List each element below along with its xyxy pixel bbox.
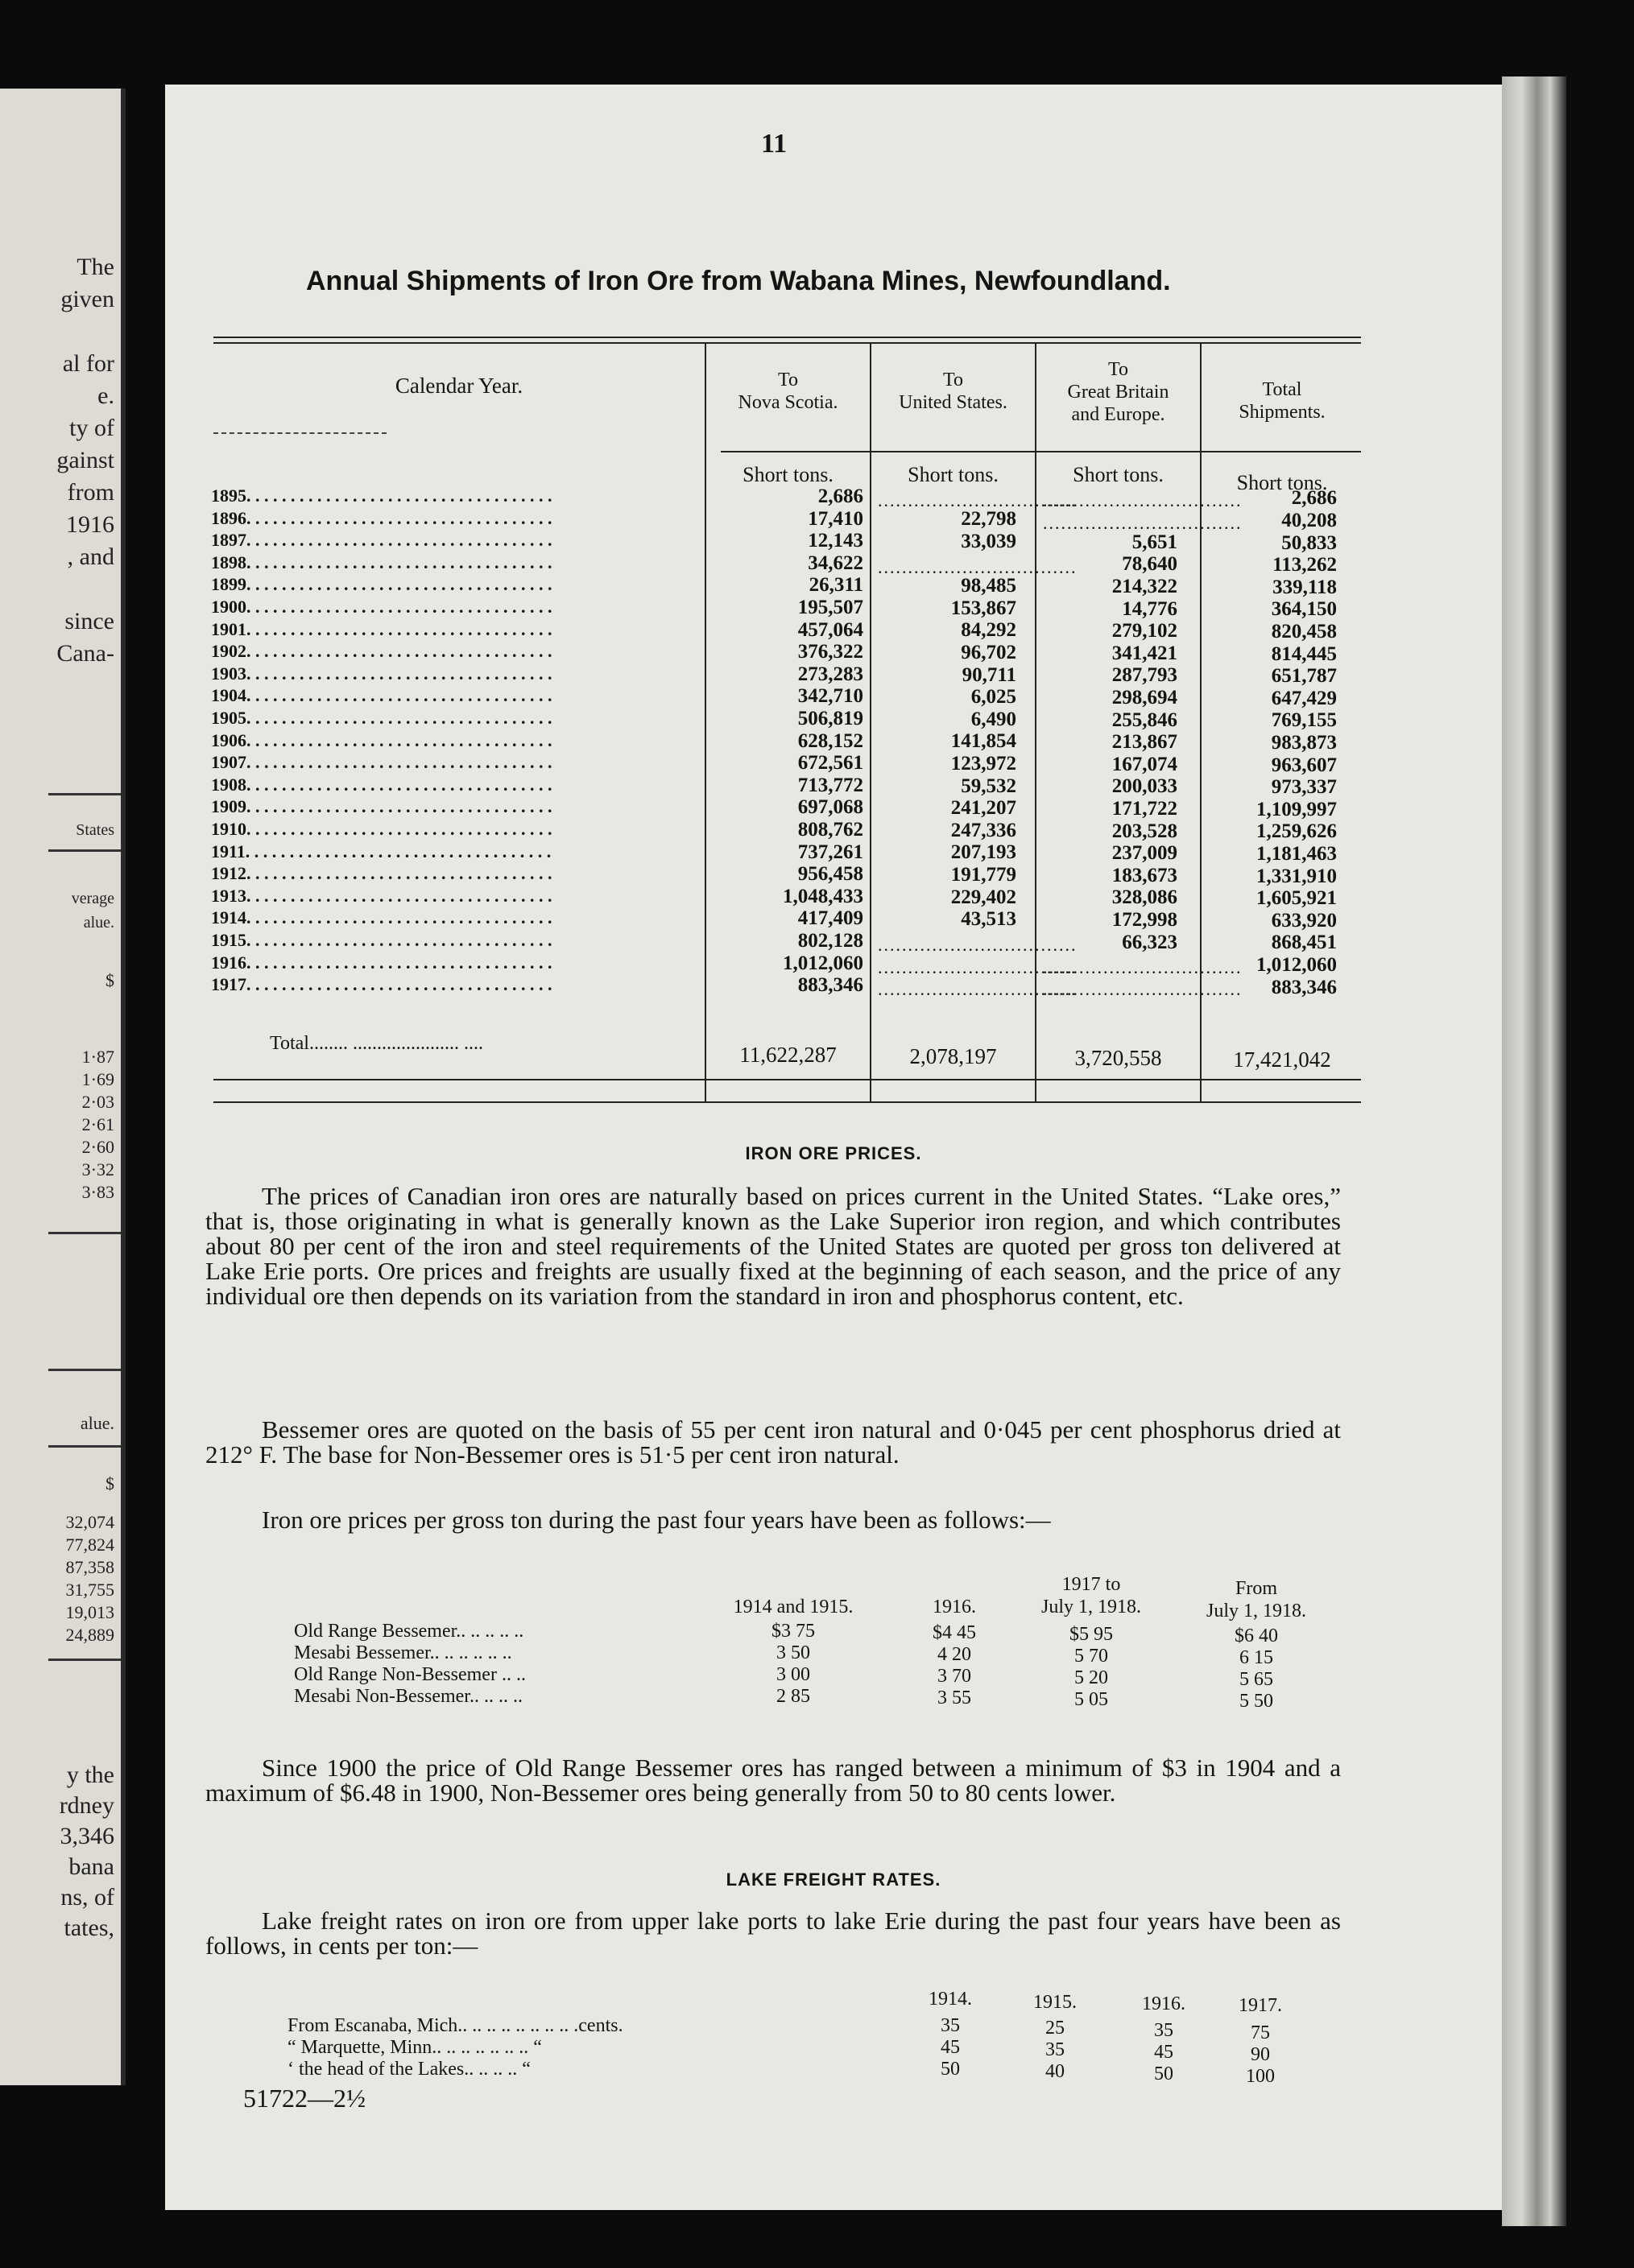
header-line: Great Britain	[1067, 382, 1169, 403]
table-row-year	[211, 619, 694, 640]
header-line: Total	[1262, 379, 1302, 400]
freight-cell: 75	[1251, 2022, 1270, 2043]
table-cell-total: 973,337	[1271, 776, 1337, 799]
left-page-text: 1·87	[81, 1047, 114, 1067]
left-page-text: 2·03	[81, 1092, 114, 1112]
left-page-text: since	[64, 608, 114, 634]
freight-row-label: ‘ the head of the Lakes.. .. .. .. “	[288, 2059, 531, 2080]
year-label: 1911	[211, 841, 246, 861]
table-cell-total: 40,208	[1281, 510, 1337, 531]
table-cell-ns: 1,048,433	[783, 885, 863, 907]
leader-dots: . . . . . . . . . . . . . . . . . . . . . . . . . . . . . . . . . . .	[245, 841, 552, 861]
left-page-text: 31,755	[65, 1580, 114, 1600]
left-page-text: 3·83	[81, 1182, 114, 1202]
year-label: 1899	[211, 574, 246, 595]
header-line: United States.	[899, 392, 1007, 413]
header-united-states	[871, 369, 1035, 414]
table-cell-gb: 214,322	[1111, 576, 1177, 597]
freight-cell: 50	[1154, 2064, 1173, 2084]
freight-cell: 35	[1154, 2020, 1173, 2041]
price-cell: 3 50	[776, 1642, 810, 1663]
header-line: To	[778, 370, 798, 390]
left-page-text: , and	[67, 543, 114, 570]
table-cell-total: 364,150	[1271, 598, 1337, 621]
table-cell-us: 6,490	[970, 708, 1016, 730]
price-row-label: Old Range Non-Bessemer .. ..	[294, 1664, 526, 1685]
table-cell-gb: 203,528	[1111, 820, 1177, 842]
table-cell-gb: 171,722	[1111, 798, 1177, 820]
table-cell-us: 241,207	[950, 797, 1016, 820]
table-cell-gb: 255,846	[1111, 708, 1177, 731]
summary-paragraph: Since 1900 the price of Old Range Bessemer ores has ranged between a minimum of $3 in 1904 and a maximum of $6.48 in 1900, Non-Bessemer ores being generally from 50 to 80 cents lower.	[205, 1754, 1341, 1807]
table-cell-total: 1,605,921	[1256, 887, 1337, 910]
freight-cell: 100	[1246, 2066, 1275, 2087]
price-cell: 5 20	[1074, 1667, 1108, 1688]
left-page-text: States	[76, 821, 114, 839]
leader-dots: . . . . . . . . . . . . . . . . . . . . . . . . . . . . . . . . . . .	[246, 930, 552, 950]
left-page-text: $	[105, 970, 114, 990]
table-cell-ns: 628,152	[797, 729, 863, 752]
freight-row-label: From Escanaba, Mich.. .. .. .. .. .. .. .. .cents.	[288, 2015, 623, 2036]
year-label: 1913	[211, 885, 246, 906]
table-cell-gb: 298,694	[1111, 687, 1177, 708]
left-page-text: 2·60	[81, 1137, 114, 1157]
year-label: 1905	[211, 708, 246, 728]
table-cell-gb: 200,033	[1111, 775, 1177, 798]
left-page-rule	[48, 1445, 121, 1448]
year-label: 1912	[211, 863, 246, 884]
unit-label: Short tons.	[1236, 471, 1328, 494]
table-cell-ns: 273,283	[797, 663, 863, 685]
table-cell-us: 43,513	[961, 908, 1016, 931]
leader-dots: . . . . . . . . . . . . . . . . . . . . . . . . . . . . . . . . . . .	[246, 729, 552, 750]
table-cell-ns: 17,410	[808, 507, 863, 530]
empty-cell-leader: .................................	[1043, 512, 1243, 533]
price-cell: 3 70	[937, 1666, 971, 1687]
year-label: 1907	[211, 752, 246, 773]
year-label: 1908	[211, 774, 246, 795]
leader-dots: ........ ...................... ....	[308, 1033, 483, 1054]
left-page-text: The	[77, 254, 114, 280]
table-cell-gb: 213,867	[1111, 731, 1177, 754]
table-cell-gb: 66,323	[1122, 931, 1177, 953]
leader-dots: . . . . . . . . . . . . . . . . . . . . . . . . . . . . . . . . . . .	[246, 752, 552, 773]
left-page-rule	[48, 1659, 121, 1661]
table-cell-total: 983,873	[1271, 732, 1337, 754]
table-row-year	[211, 708, 694, 729]
empty-cell-leader: .................................	[878, 956, 1078, 977]
table-cell-ns: 34,622	[808, 552, 863, 574]
table-cell-total: 2,686	[1291, 487, 1337, 510]
leader-dots: . . . . . . . . . . . . . . . . . . . . . . . . . . . . . . . . . . .	[246, 796, 552, 817]
freight-cell: 35	[1045, 2039, 1065, 2060]
unit-label: Short tons.	[1073, 463, 1164, 486]
table-cell-total: 820,458	[1271, 621, 1337, 642]
table-row-year	[211, 819, 694, 840]
left-page-text: bana	[68, 1853, 114, 1880]
table-cell-ns: 808,762	[797, 819, 863, 841]
total-rule	[213, 1079, 1361, 1080]
table-cell-us: 207,193	[950, 841, 1016, 864]
header-calendar-year: Calendar Year.	[395, 374, 523, 398]
table-cell-gb: 172,998	[1111, 909, 1177, 931]
table-cell-us: 84,292	[961, 619, 1016, 642]
table-cell-total: 1,109,997	[1256, 798, 1337, 820]
header-rule	[721, 451, 1361, 452]
leader-dots: . . . . . . . . . . . . . . . . . . . . . . . . . . . . . . . . . . .	[246, 530, 552, 551]
year-label: 1906	[211, 729, 246, 750]
iron-ore-prices-heading: IRON ORE PRICES.	[745, 1143, 922, 1163]
page-title: Annual Shipments of Iron Ore from Wabana Mines, Newfoundland.	[306, 266, 1171, 296]
table-row-year	[211, 597, 694, 618]
freight-cell: 50	[941, 2059, 960, 2080]
freight-year-header: 1914.	[929, 1989, 972, 2010]
left-page-text: $	[105, 1473, 114, 1493]
left-page-text: 1916	[66, 511, 114, 538]
leader-dots: . . . . . . . . . . . . . . . . . . . . . . . . . . . . . . . . . . .	[246, 952, 552, 973]
table-cell-ns: 342,710	[797, 685, 863, 708]
table-cell-total: 1,331,910	[1256, 865, 1337, 887]
left-page-rule	[48, 1232, 121, 1234]
table-cell-gb: 14,776	[1122, 597, 1177, 620]
table-cell-us: 153,867	[950, 597, 1016, 619]
price-cell: 4 20	[937, 1644, 971, 1665]
table-cell-ns: 737,261	[797, 841, 863, 863]
empty-cell-leader: .................................	[1043, 490, 1243, 510]
table-row-year	[211, 974, 694, 995]
empty-cell-leader: .................................	[878, 490, 1078, 510]
leader-dots: . . . . . . . . . . . . . . . . . . . . . . . . . . . . . . . . . . .	[246, 819, 552, 839]
leader-dots: . . . . . . . . . . . . . . . . . . . . . . . . . . . . . . . . . . .	[246, 641, 552, 662]
left-page-rule	[48, 849, 121, 852]
table-row-year	[211, 752, 694, 773]
price-cell: 5 05	[1074, 1689, 1108, 1710]
price-cell: $5 95	[1069, 1624, 1113, 1645]
freight-row-label: “ Marquette, Minn.. .. .. .. .. .. .. “	[288, 2037, 542, 2058]
freight-cell: 40	[1045, 2061, 1065, 2082]
year-label: 1914	[211, 907, 246, 928]
empty-cell-leader: .................................	[878, 935, 1078, 955]
table-cell-us: 33,039	[961, 531, 1016, 552]
left-page-text: 32,074	[65, 1512, 114, 1532]
table-cell-us: 96,702	[961, 642, 1016, 663]
year-label: 1898	[211, 552, 246, 572]
left-page-text: tates,	[64, 1915, 114, 1941]
price-header: 1916.	[933, 1597, 976, 1617]
table-cell-gb: 5,651	[1131, 531, 1177, 553]
total-label	[270, 1033, 483, 1055]
header-line: Shipments.	[1239, 402, 1326, 423]
table-cell-ns: 12,143	[808, 530, 863, 552]
price-cell: 5 70	[1074, 1646, 1108, 1667]
freight-year-header: 1917.	[1239, 1995, 1282, 2016]
table-cell-gb: 287,793	[1111, 664, 1177, 687]
table-cell-ns: 376,322	[797, 641, 863, 663]
price-header: From	[1235, 1578, 1277, 1599]
year-label: 1903	[211, 663, 246, 684]
table-cell-ns: 195,507	[797, 597, 863, 618]
freight-cell: 90	[1251, 2044, 1270, 2065]
price-row-label: Mesabi Bessemer.. .. .. .. .. ..	[294, 1642, 512, 1663]
empty-cell-leader: .................................	[1043, 979, 1243, 1000]
table-cell-gb: 78,640	[1122, 553, 1177, 576]
table-cell-ns: 417,409	[797, 907, 863, 930]
total-great-britain: 3,720,558	[1074, 1046, 1162, 1070]
total-shipments: 17,421,042	[1233, 1047, 1331, 1072]
column-divider	[705, 342, 706, 1103]
year-label: 1909	[211, 796, 246, 817]
year-label: 1910	[211, 819, 246, 839]
left-page-text: alue.	[83, 914, 114, 932]
header-line: Nova Scotia.	[738, 392, 838, 413]
empty-cell-leader: .................................	[878, 979, 1078, 1000]
year-label: 1896	[211, 507, 246, 528]
table-cell-ns: 956,458	[797, 863, 863, 886]
table-cell-total: 633,920	[1271, 909, 1337, 932]
price-cell: 3 55	[937, 1688, 971, 1708]
left-page-text: 19,013	[65, 1602, 114, 1622]
total-label-text: Total	[270, 1033, 309, 1054]
table-row-year	[211, 508, 694, 529]
table-cell-ns: 1,012,060	[783, 952, 863, 974]
table-cell-us: 123,972	[950, 753, 1016, 775]
printer-signature: 51722—2½	[243, 2084, 366, 2113]
header-great-britain	[1036, 358, 1200, 426]
table-row-year	[211, 863, 694, 884]
table-top-rule	[213, 337, 1361, 338]
left-page-text: 24,889	[65, 1625, 114, 1645]
table-cell-total: 883,346	[1271, 976, 1337, 998]
freight-year-header: 1915.	[1033, 1992, 1077, 2013]
left-page-text: gainst	[56, 447, 114, 473]
left-page-text: alue.	[80, 1413, 114, 1433]
table-cell-total: 50,833	[1281, 531, 1337, 554]
header-line: To	[943, 370, 963, 390]
year-label: 1897	[211, 530, 246, 551]
left-page-text: ty of	[69, 415, 114, 441]
table-cell-gb: 167,074	[1111, 753, 1177, 775]
table-cell-total: 814,445	[1271, 642, 1337, 665]
header-total	[1202, 378, 1363, 423]
header-line: To	[1108, 359, 1128, 380]
left-page-text: 87,358	[65, 1557, 114, 1577]
table-row-year	[211, 530, 694, 551]
table-cell-gb: 328,086	[1111, 886, 1177, 909]
table-cell-ns: 506,819	[797, 708, 863, 729]
leader-dots: . . . . . . . . . . . . . . . . . . . . . . . . . . . . . . . . . . .	[246, 597, 552, 617]
left-page-text: 2·61	[81, 1114, 114, 1134]
unit-label: Short tons.	[743, 463, 834, 486]
year-label: 1901	[211, 618, 246, 639]
left-page-text: 1·69	[81, 1069, 114, 1089]
price-cell: $4 45	[933, 1622, 976, 1643]
price-cell: 5 50	[1239, 1691, 1273, 1712]
left-page-text: y the	[66, 1762, 114, 1788]
table-cell-us: 247,336	[950, 819, 1016, 841]
table-row-year	[211, 574, 694, 595]
leader-dots: . . . . . . . . . . . . . . . . . . . . . . . . . . . . . . . . . . .	[246, 907, 552, 928]
table-cell-total: 647,429	[1271, 687, 1337, 709]
left-page-text: verage	[71, 890, 114, 907]
left-page-rule	[48, 793, 121, 795]
year-label: 1915	[211, 930, 246, 950]
table-cell-total: 339,118	[1272, 576, 1337, 598]
year-label: 1902	[211, 641, 246, 662]
year-label: 1904	[211, 685, 246, 706]
table-row-year	[211, 796, 694, 817]
left-page-text: al for	[62, 350, 114, 377]
table-cell-total: 769,155	[1271, 709, 1337, 732]
table-cell-us: 98,485	[961, 575, 1016, 597]
table-cell-total: 963,607	[1271, 754, 1337, 776]
year-label: 1917	[211, 974, 246, 995]
year-label: 1895	[211, 485, 246, 506]
empty-cell-leader: .................................	[878, 556, 1078, 577]
table-cell-ns: 672,561	[797, 752, 863, 775]
price-header: 1917 to	[1061, 1574, 1121, 1595]
page-number: 11	[761, 129, 788, 159]
table-cell-total: 1,012,060	[1256, 954, 1337, 976]
table-cell-gb: 341,421	[1111, 642, 1177, 664]
table-row-year	[211, 930, 694, 951]
prices-intro-paragraph: Iron ore prices per gross ton during the past four years have been as follows:—	[262, 1506, 1051, 1534]
table-cell-total: 651,787	[1271, 665, 1337, 688]
leader-dots: . . . . . . . . . . . . . . . . . . . . . . . . . . . . . . . . . . .	[246, 618, 552, 639]
table-cell-ns: 802,128	[797, 930, 863, 952]
left-page-text: 3·32	[81, 1159, 114, 1179]
price-header: July 1, 1918.	[1040, 1597, 1141, 1617]
table-row-year	[211, 775, 694, 795]
leader-dots: . . . . . . . . . . . . . . . . . . . . . . . . . . . . . . . . . . .	[246, 485, 552, 506]
price-cell: 6 15	[1239, 1647, 1273, 1668]
header-nova-scotia	[706, 369, 870, 414]
table-cell-us: 141,854	[950, 730, 1016, 753]
leader-dots: . . . . . . . . . . . . . . . . . . . . . . . . . . . . . . . . . . .	[246, 974, 552, 995]
leader-dots: . . . . . . . . . . . . . . . . . . . . . . . . . . . . . . . . . . .	[246, 863, 552, 884]
freight-cell: 35	[941, 2015, 960, 2036]
leader-dots: . . . . . . . . . . . . . . . . . . . . . . . . . . . . . . . . . . .	[246, 685, 552, 706]
left-page-text: 77,824	[65, 1535, 114, 1555]
table-cell-ns: 26,311	[809, 574, 863, 597]
year-label: 1916	[211, 952, 246, 973]
table-cell-ns: 713,772	[797, 774, 863, 796]
header-dash-rule	[213, 432, 387, 434]
left-page-text: 3,346	[60, 1823, 114, 1849]
left-page-text: e.	[97, 382, 114, 409]
page-binding-edge	[1502, 76, 1566, 2226]
table-row-year	[211, 886, 694, 907]
table-cell-us: 90,711	[962, 663, 1016, 686]
leader-dots: . . . . . . . . . . . . . . . . . . . . . . . . . . . . . . . . . . .	[246, 574, 552, 595]
left-page-text: ns, of	[60, 1884, 114, 1911]
freight-year-header: 1916.	[1142, 1993, 1185, 2014]
left-page-text: Cana-	[56, 640, 114, 667]
price-row-label: Old Range Bessemer.. .. .. .. ..	[294, 1621, 524, 1642]
table-cell-us: 191,779	[950, 864, 1016, 886]
table-row-year	[211, 641, 694, 662]
table-cell-gb: 237,009	[1111, 842, 1177, 865]
price-cell: 2 85	[776, 1686, 810, 1707]
year-label: 1900	[211, 597, 246, 617]
freight-cell: 45	[1154, 2042, 1173, 2063]
prices-paragraph: The prices of Canadian iron ores are naturally based on prices current in the United States. “Lake ores,” that is, those originating in what is generally known as the Lake Superior iron region, and which contributes about 80 per cent of the iron and steel requirements of the United States are quoted per gross ton delivered at Lake Erie ports. Ore prices and freights are usually fixed at the beginning of each season, and the price of any individual ore then depends on its variation from the standard in iron and phosphorus content, etc.	[205, 1182, 1341, 1310]
price-header: 1914 and 1915.	[733, 1597, 854, 1617]
table-row-year	[211, 841, 694, 862]
price-cell: 5 65	[1239, 1669, 1273, 1690]
table-cell-us: 6,025	[970, 686, 1016, 708]
leader-dots: . . . . . . . . . . . . . . . . . . . . . . . . . . . . . . . . . . .	[246, 552, 552, 572]
leader-dots: . . . . . . . . . . . . . . . . . . . . . . . . . . . . . . . . . . .	[246, 663, 552, 684]
table-cell-ns: 2,686	[817, 485, 863, 507]
leader-dots: . . . . . . . . . . . . . . . . . . . . . . . . . . . . . . . . . . .	[246, 708, 552, 728]
leader-dots: . . . . . . . . . . . . . . . . . . . . . . . . . . . . . . . . . . .	[246, 507, 552, 528]
table-cell-ns: 457,064	[797, 618, 863, 641]
table-row-year	[211, 685, 694, 706]
total-nova-scotia: 11,622,287	[739, 1043, 837, 1067]
table-row-year	[211, 952, 694, 973]
table-row-year	[211, 663, 694, 684]
freight-intro-paragraph: Lake freight rates on iron ore from upper lake ports to lake Erie during the past four years have been as follows, in cents per ton:—	[205, 1907, 1341, 1960]
table-bottom-rule	[213, 1101, 1361, 1103]
freight-cell: 25	[1045, 2018, 1065, 2039]
price-header: July 1, 1918.	[1206, 1601, 1306, 1621]
table-cell-gb: 279,102	[1111, 620, 1177, 642]
price-cell: 3 00	[776, 1664, 810, 1685]
table-cell-total: 113,262	[1272, 554, 1337, 576]
table-cell-ns: 697,068	[797, 796, 863, 819]
table-cell-total: 1,259,626	[1256, 820, 1337, 843]
empty-cell-leader: .................................	[1043, 956, 1243, 977]
header-line: and Europe.	[1071, 404, 1165, 425]
table-cell-us: 59,532	[961, 775, 1016, 797]
table-cell-total: 868,451	[1271, 932, 1337, 954]
lake-freight-rates-heading: LAKE FREIGHT RATES.	[726, 1869, 941, 1890]
table-cell-total: 1,181,463	[1256, 843, 1337, 865]
table-cell-gb: 183,673	[1111, 864, 1177, 886]
total-united-states: 2,078,197	[909, 1044, 997, 1068]
table-cell-us: 229,402	[950, 886, 1016, 908]
bessemer-paragraph: Bessemer ores are quoted on the basis of 55 per cent iron natural and 0·045 per cent phosphorus dried at 212° F. The base for Non-Bessemer ores is 51·5 per cent iron natural.	[205, 1415, 1341, 1469]
left-page-text: rdney	[59, 1792, 114, 1819]
left-page-text: given	[60, 286, 114, 312]
table-row-year	[211, 485, 694, 506]
freight-cell: 45	[941, 2037, 960, 2058]
price-row-label: Mesabi Non-Bessemer.. .. .. ..	[294, 1686, 523, 1707]
left-page-text: from	[67, 479, 114, 506]
price-cell: $6 40	[1235, 1626, 1278, 1646]
leader-dots: . . . . . . . . . . . . . . . . . . . . . . . . . . . . . . . . . . .	[246, 774, 552, 795]
table-row-year	[211, 730, 694, 751]
left-page-rule	[48, 1369, 121, 1371]
table-cell-ns: 883,346	[797, 974, 863, 997]
left-page-edge	[0, 89, 126, 2085]
price-cell: $3 75	[771, 1621, 815, 1642]
leader-dots: . . . . . . . . . . . . . . . . . . . . . . . . . . . . . . . . . . .	[246, 885, 552, 906]
table-cell-us: 22,798	[961, 508, 1016, 531]
table-row-year	[211, 907, 694, 928]
unit-label: Short tons.	[908, 463, 999, 486]
table-top-rule	[213, 342, 1361, 344]
table-row-year	[211, 552, 694, 573]
